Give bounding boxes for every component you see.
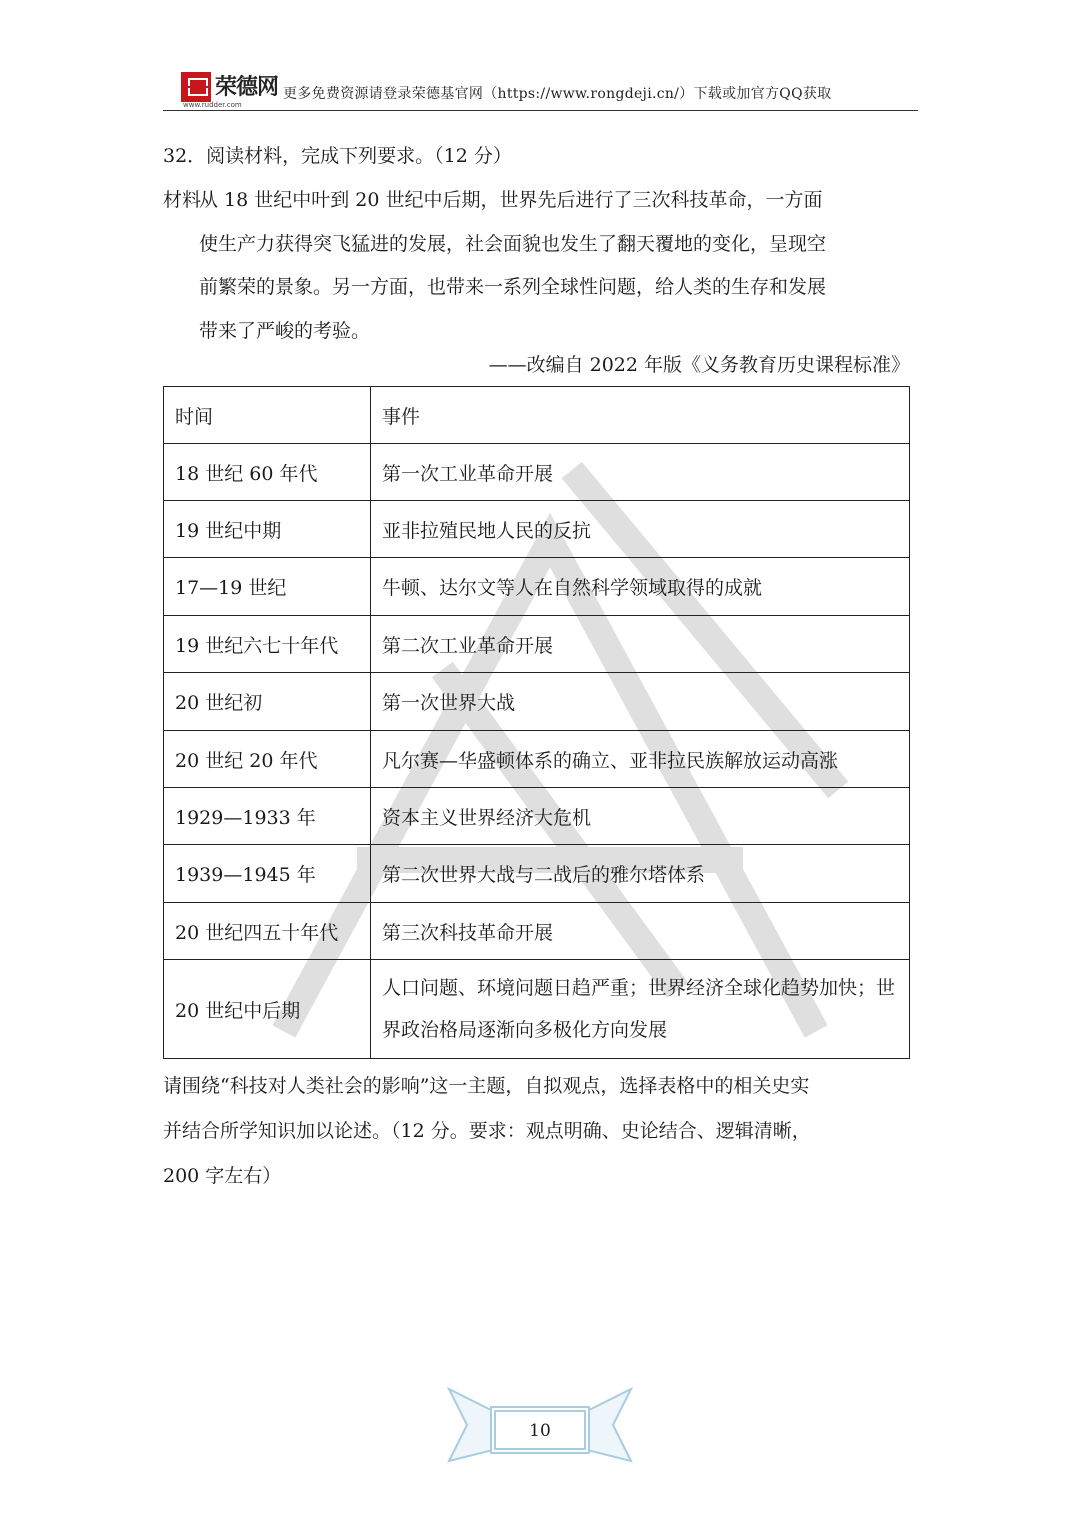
time-cell: 17—19 世纪 — [164, 558, 371, 616]
logo-mark-icon — [181, 72, 211, 102]
event-cell: 资本主义世界经济大危机 — [371, 788, 910, 845]
time-cell: 20 世纪 20 年代 — [164, 731, 371, 788]
event-cell: 第一次世界大战 — [371, 673, 910, 731]
time-cell: 19 世纪中期 — [164, 501, 371, 558]
question-prompt — [163, 1064, 918, 1199]
event-cell: 亚非拉殖民地人民的反抗 — [371, 501, 910, 558]
time-cell: 20 世纪四五十年代 — [164, 903, 371, 960]
page-number: 10 — [529, 1421, 551, 1441]
table-row — [164, 501, 910, 558]
material-line: 前繁荣的景象。另一方面，也带来一系列全球性问题，给人类的生存和发展 — [199, 276, 827, 298]
time-cell: 19 世纪六七十年代 — [164, 616, 371, 673]
time-cell: 1939—1945 年 — [164, 845, 371, 903]
table-row — [164, 673, 910, 731]
prompt-line: 请围绕“科技对人类社会的影响”这一主题，自拟观点，选择表格中的相关史实 — [163, 1075, 810, 1097]
question-title: 32．阅读材料，完成下列要求。（12 分） — [163, 145, 512, 167]
material-line: 带来了严峻的考验。 — [199, 319, 371, 342]
rongde-logo — [181, 72, 285, 110]
table-row — [164, 444, 910, 501]
material-line: 从 18 世纪中叶到 20 世纪中后期，世界先后进行了三次科技革命，一方面 — [199, 189, 823, 211]
prompt-line: 并结合所学知识加以论述。（12 分。要求：观点明确、史论结合、逻辑清晰， — [163, 1120, 811, 1142]
event-cell: 第二次工业革命开展 — [371, 616, 910, 673]
page-header — [163, 68, 918, 111]
table-row — [164, 731, 910, 788]
table-row — [164, 616, 910, 673]
event-cell: 第二次世界大战与二战后的雅尔塔体系 — [371, 845, 910, 903]
table-row — [164, 845, 910, 903]
logo-url: www.rudder.com — [183, 101, 242, 109]
logo-name: 荣德网 — [215, 75, 279, 100]
events-table — [163, 386, 910, 1059]
event-cell: 第一次工业革命开展 — [371, 444, 910, 501]
time-cell: 18 世纪 60 年代 — [164, 444, 371, 501]
material-source: ——改编自 2022 年版《义务教育历史课程标准》 — [488, 354, 910, 376]
header-cell-event: 事件 — [371, 387, 910, 444]
event-cell: 凡尔赛—华盛顿体系的确立、亚非拉民族解放运动高涨 — [371, 731, 910, 788]
table-row — [164, 903, 910, 960]
time-cell: 1929—1933 年 — [164, 788, 371, 845]
header-text: 更多免费资源请登录荣德基官网（https://www.rongdeji.cn/）下载或加官方QQ获取 — [283, 86, 832, 102]
material-line: 使生产力获得突飞猛进的发展，社会面貌也发生了翻天覆地的变化，呈现空 — [199, 232, 827, 255]
table-header-row — [164, 387, 910, 444]
event-cell: 牛顿、达尔文等人在自然科学领域取得的成就 — [371, 558, 910, 616]
event-cell: 人口问题、环境问题日趋严重；世界经济全球化趋势加快；世界政治格局逐渐向多极化方向发展 — [371, 960, 910, 1059]
table-row — [164, 788, 910, 845]
time-cell: 20 世纪初 — [164, 673, 371, 731]
table-row — [164, 960, 910, 1059]
prompt-line: 200 字左右） — [163, 1165, 282, 1187]
material-label: 材料 — [163, 189, 202, 211]
event-cell: 第三次科技革命开展 — [371, 903, 910, 960]
header-cell-time: 时间 — [164, 387, 371, 444]
time-cell: 20 世纪中后期 — [164, 960, 371, 1059]
table-row — [164, 558, 910, 616]
